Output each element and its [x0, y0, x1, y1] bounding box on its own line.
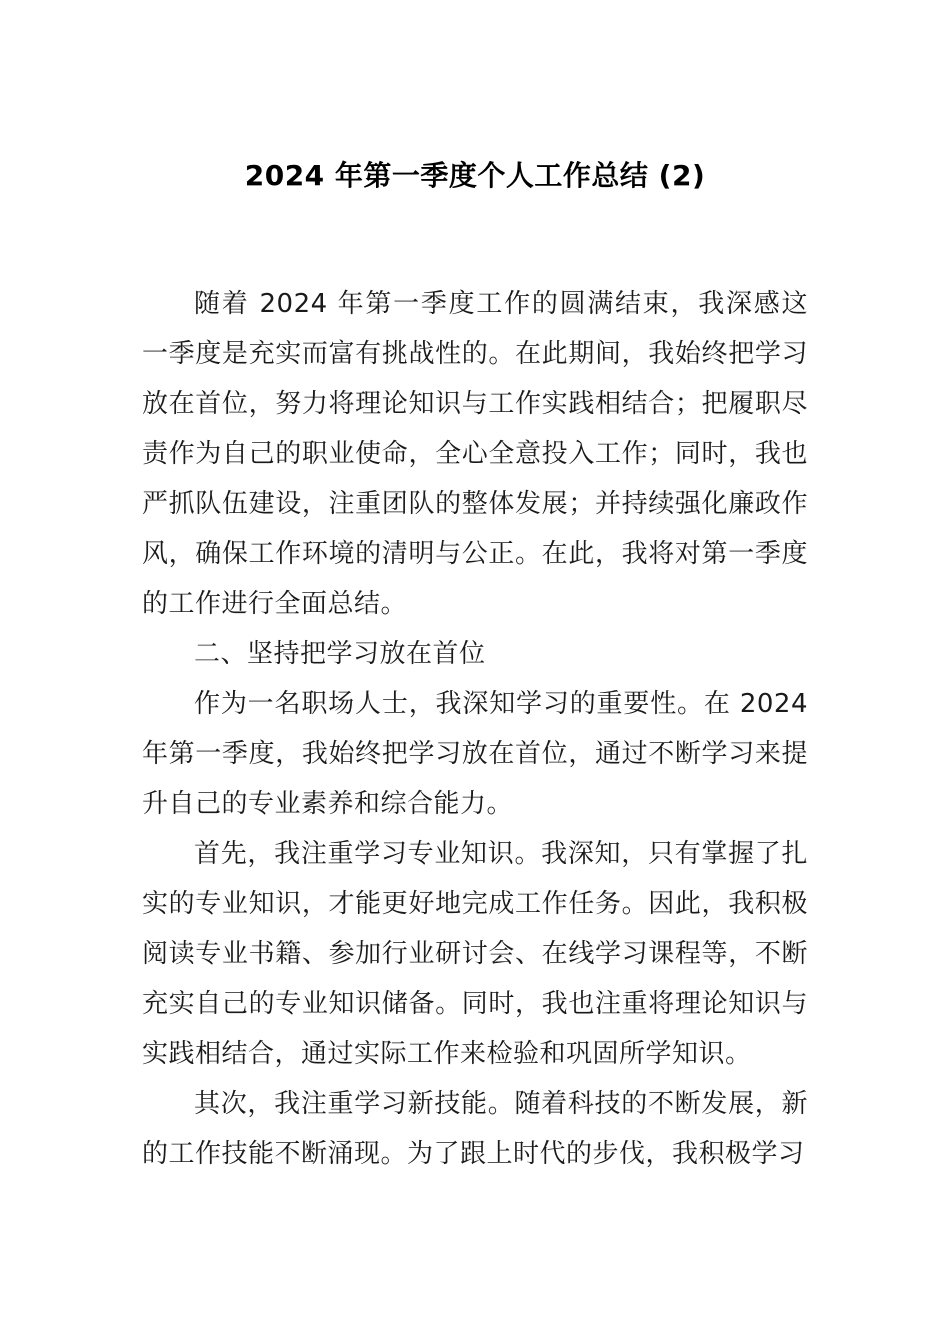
- document-title: 2024 年第一季度个人工作总结 (2): [244, 159, 706, 192]
- paragraph-professional-knowledge: 首先，我注重学习专业知识。我深知，只有掌握了扎实的专业知识，才能更好地完成工作任务。因此，我积极阅读专业书籍、参加行业研讨会、在线学习课程等，不断充实自己的专业知识储备。同时，我也注重将理论知识与实践相结合，通过实际工作来检验和巩固所学知识。: [142, 839, 808, 1069]
- document-body: [142, 279, 808, 1179]
- paragraph-learning-overview: 作为一名职场人士，我深知学习的重要性。在 2024 年第一季度，我始终把学习放在首位，通过不断学习来提升自己的专业素养和综合能力。: [142, 689, 808, 819]
- section-heading: 二、坚持把学习放在首位: [194, 639, 486, 669]
- paragraph-intro: 随着 2024 年第一季度工作的圆满结束，我深感这一季度是充实而富有挑战性的。在此期间，我始终把学习放在首位，努力将理论知识与工作实践相结合；把履职尽责作为自己的职业使命，全心全意投入工作；同时，我也严抓队伍建设，注重团队的整体发展；并持续强化廉政作风，确保工作环境的清明与公正。在此，我将对第一季度的工作进行全面总结。: [142, 289, 808, 619]
- paragraph-new-skills: 其次，我注重学习新技能。随着科技的不断发展，新的工作技能不断涌现。为了跟上时代的步伐，我积极学习: [142, 1089, 808, 1169]
